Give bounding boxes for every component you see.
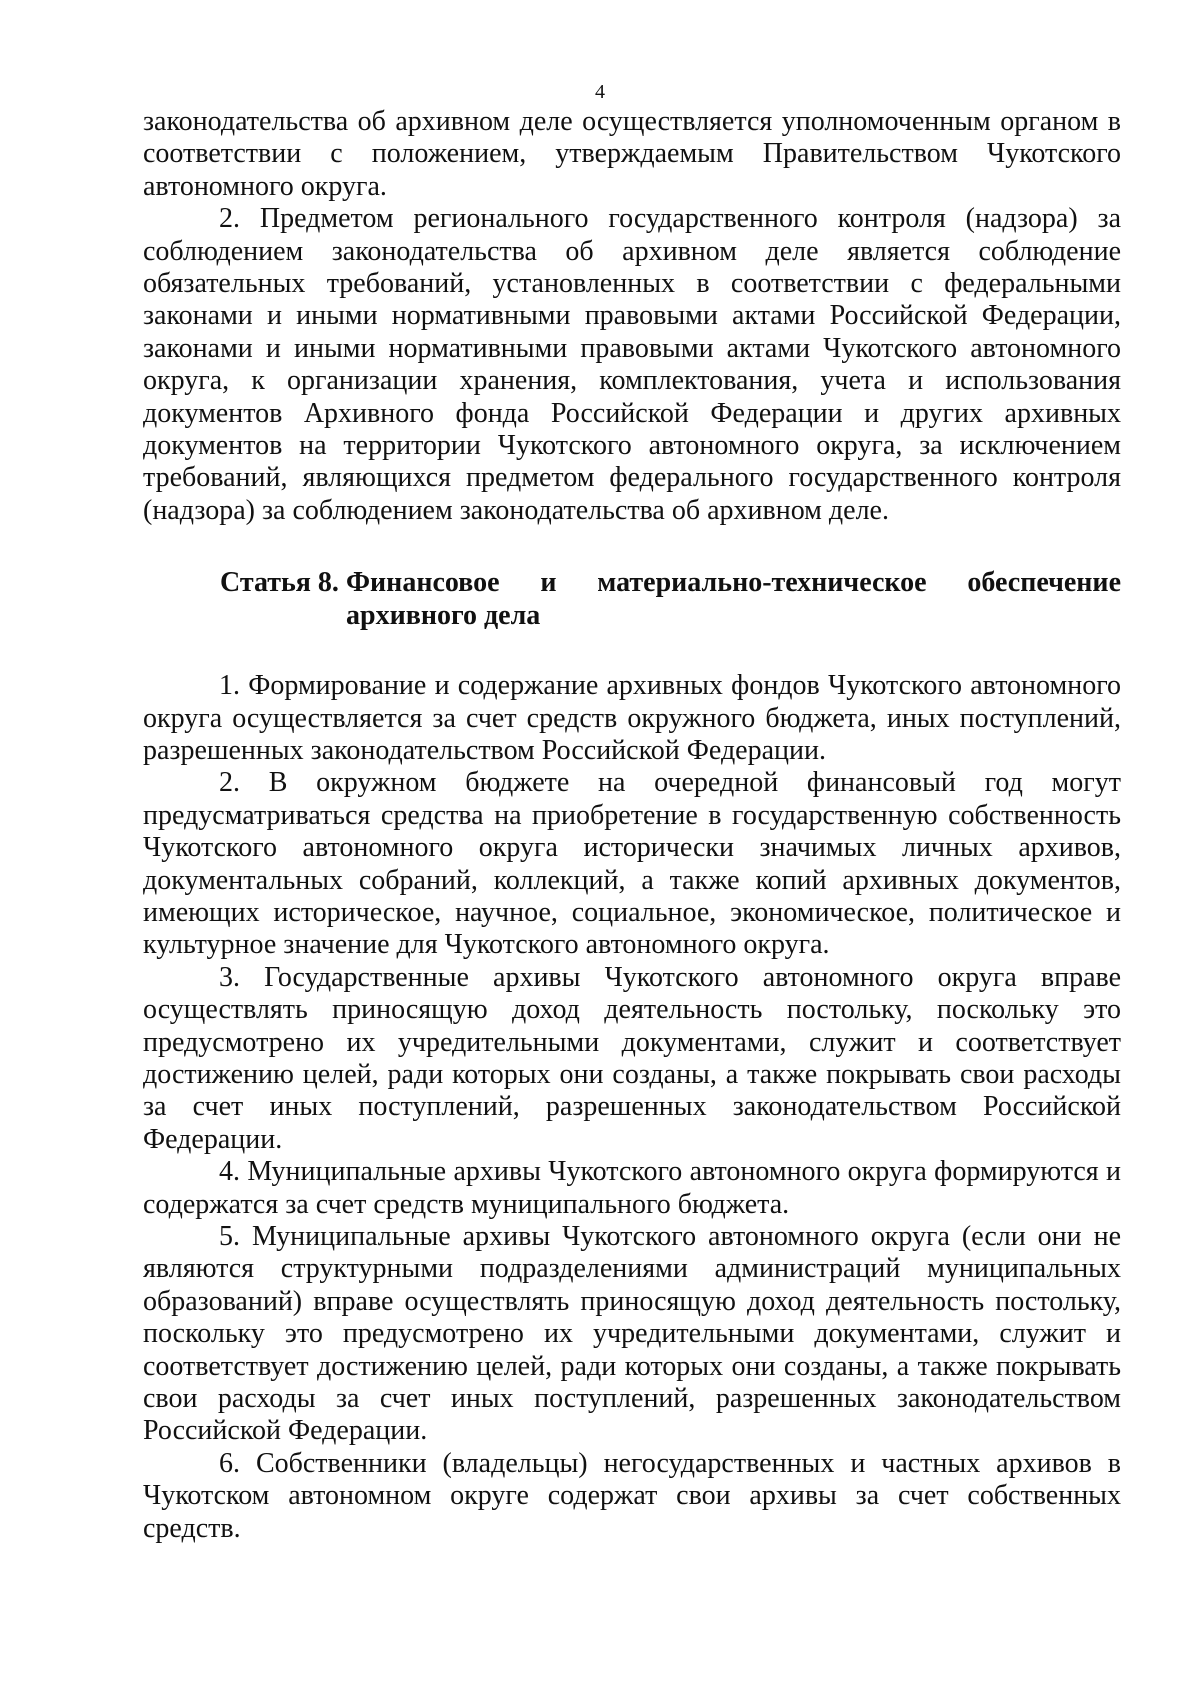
article-title: Финансовое и материально-техническое обеспечение архивного дела [346,567,1121,631]
article8-paragraph-1: 1. Формирование и содержание архивных фондов Чукотского автономного округа осуществляется за счет средств окружного бюджета, иных поступлений, разрешенных законодательством Российской Федерации. [143,670,1121,766]
article-label: Статья 8. [220,567,339,599]
article8-paragraph-2: 2. В окружном бюджете на очередной финансовый год могут предусматриваться средства на приобретение в государственную собственность Чукотского автономного округа исторически значимых личных архивов, документальных собраний, коллекций, а также копий архивных документов, имеющих историческое, научное, социальное, экономическое, политическое и культурное значение для Чукотского автономного округа. [143,767,1121,961]
page-content [143,106,1121,1545]
article-heading [143,567,1121,632]
article8-paragraph-5: 5. Муниципальные архивы Чукотского автономного округа (если они не являются структурными подразделениями администраций муниципальных образований) вправе осуществлять приносящую доход деятельность постольку, поскольку это предусмотрено их учредительными документами, служит и соответствует достижению целей, ради которых они созданы, а также покрывать свои расходы за счет иных поступлений, разрешенных законодательством Российской Федерации. [143,1221,1121,1447]
article8-paragraph-6: 6. Собственники (владельцы) негосударственных и частных архивов в Чукотском автономном округе содержат свои архивы за счет собственных средств. [143,1447,1121,1544]
article8-paragraph-3: 3. Государственные архивы Чукотского автономного округа вправе осуществлять приносящую доход деятельность постольку, поскольку это предусмотрено их учредительными документами, служит и соответствует достижению целей, ради которых они созданы, а также покрывать свои расходы за счет иных поступлений, разрешенных законодательством Российской Федерации. [143,961,1121,1155]
continuation-paragraph: законодательства об архивном деле осуществляется уполномоченным органом в соответствии с положением, утверждаемым Правительством Чукотского автономного округа. [143,106,1121,202]
article8-paragraph-4: 4. Муниципальные архивы Чукотского автономного округа формируются и содержатся за счет средств муниципального бюджета. [143,1156,1121,1220]
page-number: 4 [595,81,605,103]
article7-paragraph-2: 2. Предметом регионального государственного контроля (надзора) за соблюдением законодательства об архивном деле является соблюдение обязательных требований, установленных в соответствии с федеральными законами и иными нормативными правовыми актами Российской Федерации, законами и иными нормативными правовыми актами Чукотского автономного округа, к организации хранения, комплектования, учета и использования документов Архивного фонда Российской Федерации и других архивных документов на территории Чукотского автономного округа, за исключением требований, являющихся предметом федерального государственного контроля (надзора) за соблюдением законодательства об архивном деле. [143,203,1121,526]
